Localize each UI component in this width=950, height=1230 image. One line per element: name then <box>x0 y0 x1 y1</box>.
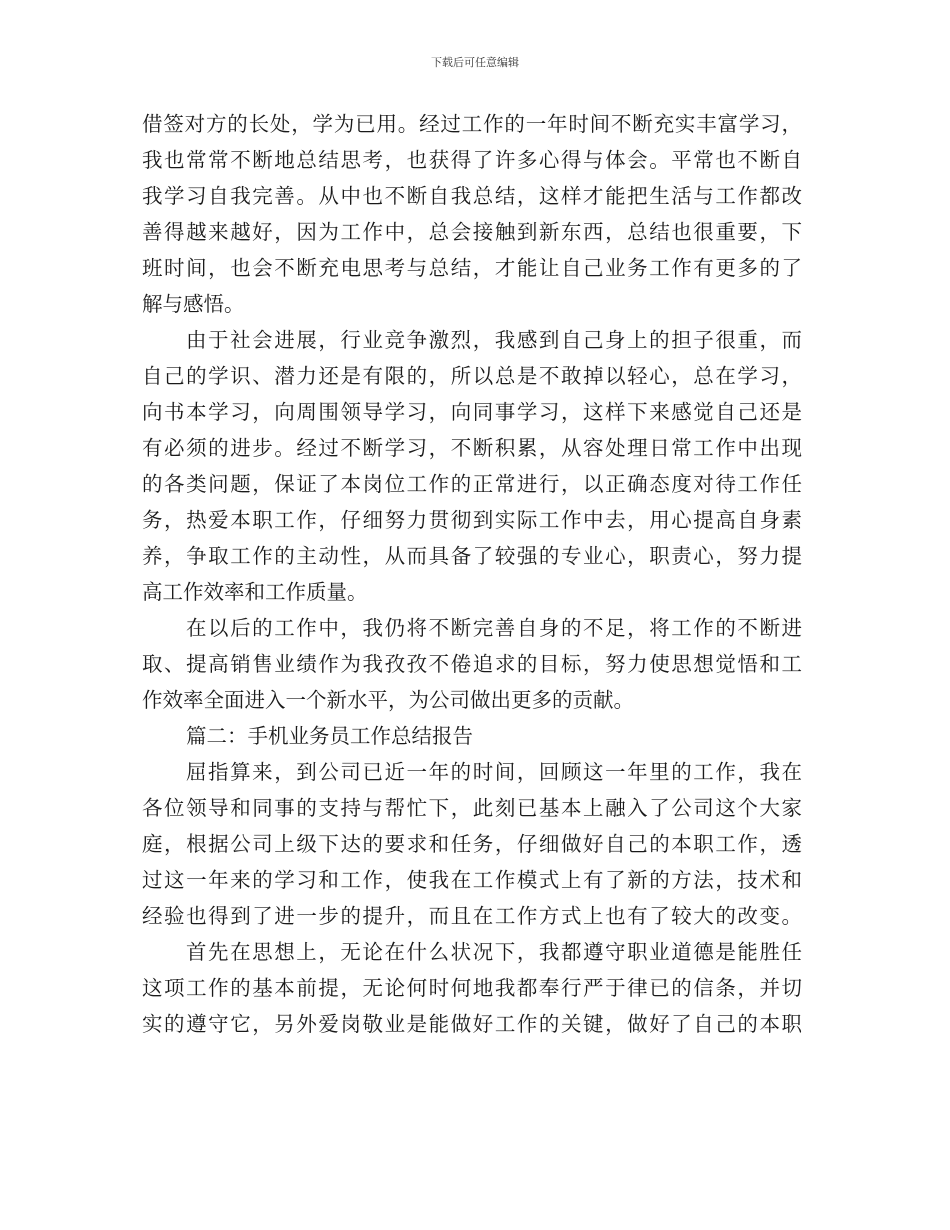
text-line: 借签对方的长处，学为已用。经过工作的一年时间不断充实丰富学习， <box>142 112 802 136</box>
text-line: 的各类问题，保证了本岗位工作的正常进行，以正确态度对待工作任 <box>142 472 802 496</box>
text-line: 取、提高销售业绩作为我孜孜不倦追求的目标，努力使思想觉悟和工 <box>142 652 802 676</box>
text-line: 有必须的进步。经过不断学习，不断积累，从容处理日常工作中出现 <box>142 436 802 460</box>
text-line: 庭，根据公司上级下达的要求和任务，仔细做好自己的本职工作，透 <box>142 832 802 856</box>
text-line: 由于社会进展，行业竞争激烈，我感到自己身上的担子很重，而 <box>186 328 802 352</box>
text-line: 首先在思想上，无论在什么状况下，我都遵守职业道德是能胜任 <box>186 940 802 964</box>
text-line: 这项工作的基本前提，无论何时何地我都奉行严于律已的信条，并切 <box>142 976 802 1000</box>
text-line: 自己的学识、潜力还是有限的，所以总是不敢掉以轻心，总在学习， <box>142 364 802 388</box>
text-line: 实的遵守它，另外爱岗敬业是能做好工作的关键，做好了自己的本职 <box>142 1012 802 1036</box>
text-line: 在以后的工作中，我仍将不断完善自身的不足，将工作的不断进 <box>186 616 802 640</box>
text-line: 向书本学习，向周围领导学习，向同事学习，这样下来感觉自己还是 <box>142 400 802 424</box>
document-body <box>142 106 802 1042</box>
text-line: 我学习自我完善。从中也不断自我总结，这样才能把生活与工作都改 <box>142 184 802 208</box>
text-line: 篇二：手机业务员工作总结报告 <box>186 724 473 748</box>
text-line: 善得越来越好，因为工作中，总会接触到新东西，总结也很重要，下 <box>142 220 802 244</box>
text-line: 屈指算来，到公司已近一年的时间，回顾这一年里的工作，我在 <box>186 760 802 784</box>
text-line: 经验也得到了进一步的提升，而且在工作方式上也有了较大的改变。 <box>142 904 802 928</box>
page-header: 下载后可任意编辑 <box>431 56 519 69</box>
text-line: 班时间，也会不断充电思考与总结，才能让自己业务工作有更多的了 <box>142 256 802 280</box>
text-line: 作效率全面进入一个新水平，为公司做出更多的贡献。 <box>142 688 634 712</box>
text-line: 高工作效率和工作质量。 <box>142 580 368 604</box>
text-line: 过这一年来的学习和工作，使我在工作模式上有了新的方法，技术和 <box>142 868 802 892</box>
text-line: 务，热爱本职工作，仔细努力贯彻到实际工作中去，用心提高自身素 <box>142 508 802 532</box>
text-line: 各位领导和同事的支持与帮忙下，此刻已基本上融入了公司这个大家 <box>142 796 802 820</box>
text-line: 我也常常不断地总结思考，也获得了许多心得与体会。平常也不断自 <box>142 148 802 172</box>
text-line: 解与感悟。 <box>142 292 245 316</box>
text-line: 养，争取工作的主动性，从而具备了较强的专业心，职责心，努力提 <box>142 544 802 568</box>
